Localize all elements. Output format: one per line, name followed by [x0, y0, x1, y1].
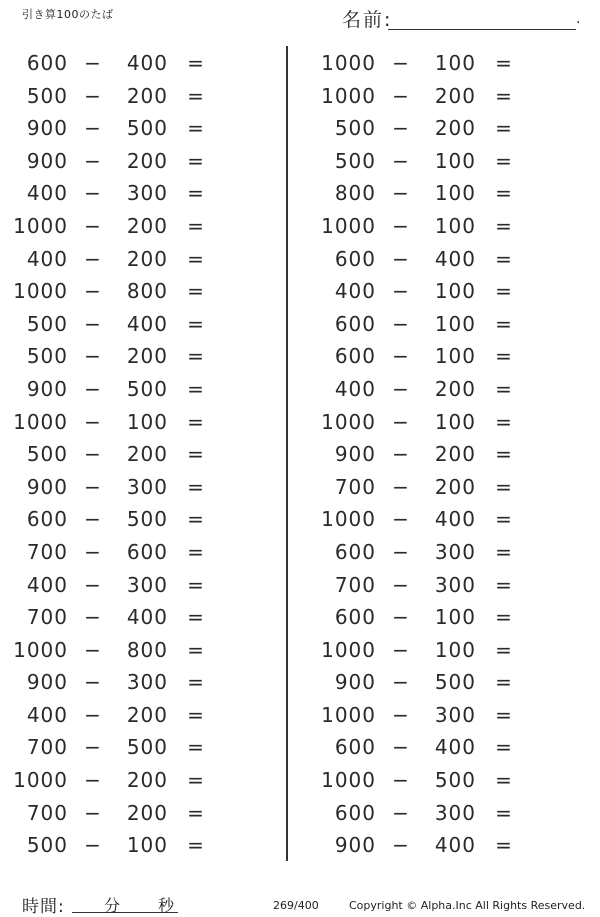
seconds-label: 秒	[158, 896, 175, 915]
name-line-end: .	[576, 11, 581, 27]
problem-minus: −	[84, 637, 102, 662]
problem-subtrahend: 500	[126, 735, 168, 760]
problem-row	[308, 177, 588, 210]
problem-equals: =	[495, 344, 513, 369]
problem-subtrahend: 200	[126, 148, 168, 173]
problem-minus: −	[392, 344, 410, 369]
problem-equals: =	[495, 637, 513, 662]
problem-minus: −	[392, 507, 410, 532]
problem-row	[0, 503, 280, 536]
problem-equals: =	[495, 279, 513, 304]
problem-minus: −	[84, 213, 102, 238]
problem-equals: =	[187, 409, 205, 434]
problem-equals: =	[495, 768, 513, 793]
problem-row	[308, 438, 588, 471]
problem-equals: =	[495, 572, 513, 597]
problem-equals: =	[187, 181, 205, 206]
problem-subtrahend: 200	[126, 83, 168, 108]
problem-row	[308, 601, 588, 634]
problem-subtrahend: 100	[434, 279, 476, 304]
problem-row	[0, 797, 280, 830]
problem-minus: −	[392, 51, 410, 75]
problem-minuend: 500	[26, 311, 68, 336]
problem-subtrahend: 500	[126, 376, 168, 401]
problem-minus: −	[84, 279, 102, 304]
problem-minus: −	[392, 116, 410, 141]
sheet-title: 引き算100のたば	[22, 8, 114, 21]
problem-minuend: 700	[26, 539, 68, 564]
time-field	[22, 892, 182, 916]
problem-minuend: 500	[334, 148, 376, 173]
problem-minus: −	[392, 246, 410, 271]
problem-equals: =	[495, 539, 513, 564]
problem-equals: =	[495, 246, 513, 271]
problem-minus: −	[392, 637, 410, 662]
problem-equals: =	[187, 637, 205, 662]
problem-row	[0, 634, 280, 667]
problem-minuend: 600	[334, 605, 376, 630]
problem-column-right	[308, 47, 588, 862]
problem-row	[0, 536, 280, 569]
problem-equals: =	[187, 800, 205, 825]
problem-minus: −	[392, 148, 410, 173]
problem-row	[0, 340, 280, 373]
problem-equals: =	[495, 376, 513, 401]
problem-equals: =	[495, 181, 513, 206]
problem-minus: −	[392, 83, 410, 108]
problem-minuend: 900	[334, 833, 376, 858]
problem-minus: −	[84, 474, 102, 499]
problem-minuend: 400	[334, 376, 376, 401]
problem-minuend: 900	[26, 474, 68, 499]
problem-subtrahend: 100	[434, 344, 476, 369]
problem-equals: =	[495, 702, 513, 727]
problem-minus: −	[84, 833, 102, 858]
problem-minus: −	[84, 539, 102, 564]
problem-subtrahend: 300	[126, 670, 168, 695]
problem-minuend: 1000	[321, 507, 376, 532]
problem-equals: =	[187, 702, 205, 727]
problem-equals: =	[187, 246, 205, 271]
problem-minus: −	[84, 409, 102, 434]
time-label: 時間:	[22, 897, 65, 917]
problem-equals: =	[495, 735, 513, 760]
problem-subtrahend: 100	[434, 311, 476, 336]
problem-minus: −	[392, 213, 410, 238]
problem-subtrahend: 100	[434, 51, 476, 75]
problem-row	[0, 145, 280, 178]
problem-row	[308, 764, 588, 797]
problem-equals: =	[495, 213, 513, 238]
problem-minuend: 600	[334, 800, 376, 825]
problem-minuend: 900	[334, 442, 376, 467]
problem-minuend: 1000	[321, 409, 376, 434]
problem-equals: =	[187, 51, 205, 75]
problem-equals: =	[187, 768, 205, 793]
problem-subtrahend: 200	[126, 702, 168, 727]
problem-subtrahend: 200	[434, 474, 476, 499]
problem-minus: −	[84, 148, 102, 173]
problem-minus: −	[84, 800, 102, 825]
problem-minus: −	[84, 311, 102, 336]
problem-minus: −	[392, 539, 410, 564]
problem-minuend: 600	[334, 539, 376, 564]
problem-equals: =	[495, 442, 513, 467]
problem-subtrahend: 200	[126, 213, 168, 238]
problem-row	[308, 536, 588, 569]
problem-row	[0, 601, 280, 634]
problem-row	[308, 797, 588, 830]
name-label: 名前:	[342, 9, 393, 31]
problem-minus: −	[392, 670, 410, 695]
problem-row	[0, 666, 280, 699]
problem-equals: =	[495, 833, 513, 858]
problem-minuend: 1000	[321, 637, 376, 662]
problem-minuend: 900	[26, 116, 68, 141]
problem-row	[308, 406, 588, 439]
problem-row	[308, 112, 588, 145]
problem-subtrahend: 400	[434, 507, 476, 532]
problem-minuend: 900	[26, 148, 68, 173]
problem-subtrahend: 200	[434, 376, 476, 401]
problem-row	[308, 275, 588, 308]
problem-minus: −	[392, 442, 410, 467]
problem-equals: =	[187, 442, 205, 467]
problem-equals: =	[187, 670, 205, 695]
name-field	[342, 5, 582, 31]
problem-row	[0, 406, 280, 439]
problem-minuend: 1000	[13, 768, 68, 793]
problem-equals: =	[495, 148, 513, 173]
problem-minuend: 500	[26, 442, 68, 467]
problem-minuend: 500	[26, 833, 68, 858]
problem-equals: =	[495, 474, 513, 499]
problem-minus: −	[392, 735, 410, 760]
problem-subtrahend: 200	[126, 246, 168, 271]
problem-minus: −	[84, 572, 102, 597]
problem-minuend: 700	[334, 474, 376, 499]
problem-equals: =	[187, 376, 205, 401]
problem-row	[0, 210, 280, 243]
problem-subtrahend: 100	[126, 409, 168, 434]
problem-minuend: 700	[26, 735, 68, 760]
problem-minus: −	[392, 605, 410, 630]
problem-minuend: 1000	[321, 768, 376, 793]
problem-minus: −	[392, 181, 410, 206]
problem-subtrahend: 200	[126, 442, 168, 467]
problem-minuend: 400	[26, 572, 68, 597]
problem-equals: =	[495, 605, 513, 630]
problem-subtrahend: 200	[434, 116, 476, 141]
problem-minuend: 600	[334, 311, 376, 336]
problem-equals: =	[187, 148, 205, 173]
problem-subtrahend: 100	[434, 181, 476, 206]
problem-minuend: 1000	[13, 637, 68, 662]
problem-minus: −	[84, 702, 102, 727]
problem-minuend: 1000	[321, 702, 376, 727]
problem-minuend: 1000	[13, 409, 68, 434]
problem-subtrahend: 200	[126, 768, 168, 793]
problem-minus: −	[392, 409, 410, 434]
problem-minuend: 900	[26, 670, 68, 695]
problem-minus: −	[392, 572, 410, 597]
problem-minuend: 700	[26, 605, 68, 630]
problem-row	[308, 699, 588, 732]
problem-minus: −	[392, 833, 410, 858]
problem-minus: −	[392, 800, 410, 825]
problem-subtrahend: 300	[434, 539, 476, 564]
problem-subtrahend: 300	[126, 572, 168, 597]
problem-row	[308, 503, 588, 536]
problem-equals: =	[187, 474, 205, 499]
problem-equals: =	[495, 51, 513, 75]
problem-minus: −	[392, 311, 410, 336]
problem-equals: =	[187, 833, 205, 858]
problem-subtrahend: 600	[126, 539, 168, 564]
problem-minuend: 1000	[13, 213, 68, 238]
problem-equals: =	[187, 279, 205, 304]
name-blank-line	[388, 29, 576, 30]
problem-minuend: 800	[334, 181, 376, 206]
problem-row	[0, 438, 280, 471]
problem-row	[308, 569, 588, 602]
problem-row	[308, 145, 588, 178]
problem-subtrahend: 300	[434, 572, 476, 597]
problem-minuend: 400	[334, 279, 376, 304]
problem-minus: −	[392, 768, 410, 793]
problem-minuend: 900	[334, 670, 376, 695]
problem-minuend: 500	[26, 83, 68, 108]
problem-subtrahend: 300	[434, 800, 476, 825]
problem-subtrahend: 400	[434, 833, 476, 858]
problem-minuend: 1000	[13, 279, 68, 304]
column-divider	[286, 46, 288, 861]
problem-equals: =	[187, 213, 205, 238]
problem-equals: =	[187, 116, 205, 141]
problem-subtrahend: 400	[434, 735, 476, 760]
problem-minus: −	[84, 507, 102, 532]
problem-row	[0, 47, 280, 80]
problem-subtrahend: 500	[434, 670, 476, 695]
problem-row	[308, 829, 588, 862]
problem-equals: =	[495, 311, 513, 336]
problem-minuend: 700	[26, 800, 68, 825]
minutes-label: 分	[104, 896, 121, 915]
problem-row	[0, 829, 280, 862]
problem-row	[0, 243, 280, 276]
problem-minuend: 500	[334, 116, 376, 141]
problem-equals: =	[187, 572, 205, 597]
problem-subtrahend: 400	[126, 605, 168, 630]
problem-equals: =	[187, 311, 205, 336]
problem-row	[308, 340, 588, 373]
problem-row	[0, 373, 280, 406]
problem-row	[308, 731, 588, 764]
problem-minuend: 1000	[321, 83, 376, 108]
problem-equals: =	[187, 344, 205, 369]
problem-minuend: 600	[26, 507, 68, 532]
problem-minus: −	[392, 702, 410, 727]
problem-minus: −	[84, 768, 102, 793]
problem-minus: −	[84, 344, 102, 369]
problem-minuend: 400	[26, 246, 68, 271]
problem-minuend: 600	[334, 735, 376, 760]
problem-minuend: 1000	[321, 51, 376, 75]
problem-equals: =	[187, 735, 205, 760]
problem-row	[308, 666, 588, 699]
problem-row	[0, 764, 280, 797]
problem-subtrahend: 400	[434, 246, 476, 271]
problem-subtrahend: 500	[434, 768, 476, 793]
problem-minuend: 700	[334, 572, 376, 597]
problem-row	[0, 569, 280, 602]
problem-minus: −	[84, 670, 102, 695]
problem-subtrahend: 100	[434, 605, 476, 630]
copyright: Copyright © Alpha.Inc All Rights Reserved.	[349, 899, 586, 912]
problem-minuend: 1000	[321, 213, 376, 238]
problem-subtrahend: 800	[126, 637, 168, 662]
problem-subtrahend: 100	[126, 833, 168, 858]
problem-subtrahend: 200	[126, 800, 168, 825]
problem-subtrahend: 400	[126, 311, 168, 336]
problem-row	[308, 210, 588, 243]
problem-row	[308, 243, 588, 276]
problem-subtrahend: 500	[126, 507, 168, 532]
problem-subtrahend: 100	[434, 409, 476, 434]
problem-minuend: 600	[334, 246, 376, 271]
problem-subtrahend: 200	[126, 344, 168, 369]
problem-minus: −	[84, 181, 102, 206]
problem-minus: −	[392, 474, 410, 499]
problem-equals: =	[495, 800, 513, 825]
problem-row	[0, 275, 280, 308]
problem-subtrahend: 500	[126, 116, 168, 141]
problem-minuend: 500	[26, 344, 68, 369]
problem-subtrahend: 100	[434, 637, 476, 662]
problem-equals: =	[187, 507, 205, 532]
problem-minus: −	[84, 116, 102, 141]
problem-equals: =	[495, 116, 513, 141]
problem-subtrahend: 100	[434, 148, 476, 173]
problem-equals: =	[495, 83, 513, 108]
problem-minus: −	[84, 442, 102, 467]
problem-equals: =	[187, 605, 205, 630]
problem-minus: −	[84, 376, 102, 401]
problem-row	[308, 471, 588, 504]
problem-subtrahend: 300	[126, 181, 168, 206]
problem-minus: −	[84, 83, 102, 108]
problem-row	[0, 80, 280, 113]
problem-subtrahend: 200	[434, 442, 476, 467]
problem-equals: =	[187, 83, 205, 108]
problem-subtrahend: 300	[126, 474, 168, 499]
problem-minuend: 600	[334, 344, 376, 369]
problem-row	[308, 634, 588, 667]
problem-row	[0, 731, 280, 764]
problem-minus: −	[84, 605, 102, 630]
problem-row	[0, 177, 280, 210]
page-number: 269/400	[273, 899, 319, 912]
problem-row	[0, 308, 280, 341]
problem-row	[0, 112, 280, 145]
problem-row	[0, 699, 280, 732]
problem-row	[0, 471, 280, 504]
problem-minuend: 900	[26, 376, 68, 401]
problem-equals: =	[187, 539, 205, 564]
problem-minuend: 400	[26, 702, 68, 727]
problem-subtrahend: 100	[434, 213, 476, 238]
problem-row	[308, 47, 588, 80]
problem-equals: =	[495, 409, 513, 434]
problem-minus: −	[392, 376, 410, 401]
problem-row	[308, 308, 588, 341]
problem-minus: −	[84, 51, 102, 75]
problem-minuend: 400	[26, 181, 68, 206]
problem-minus: −	[392, 279, 410, 304]
problem-subtrahend: 400	[126, 51, 168, 75]
problem-subtrahend: 200	[434, 83, 476, 108]
problem-row	[308, 373, 588, 406]
problem-equals: =	[495, 507, 513, 532]
problem-row	[308, 80, 588, 113]
problem-subtrahend: 800	[126, 279, 168, 304]
problem-equals: =	[495, 670, 513, 695]
problem-subtrahend: 300	[434, 702, 476, 727]
problem-column-left	[0, 47, 280, 862]
problem-minuend: 600	[26, 51, 68, 75]
problem-minus: −	[84, 246, 102, 271]
problem-minus: −	[84, 735, 102, 760]
